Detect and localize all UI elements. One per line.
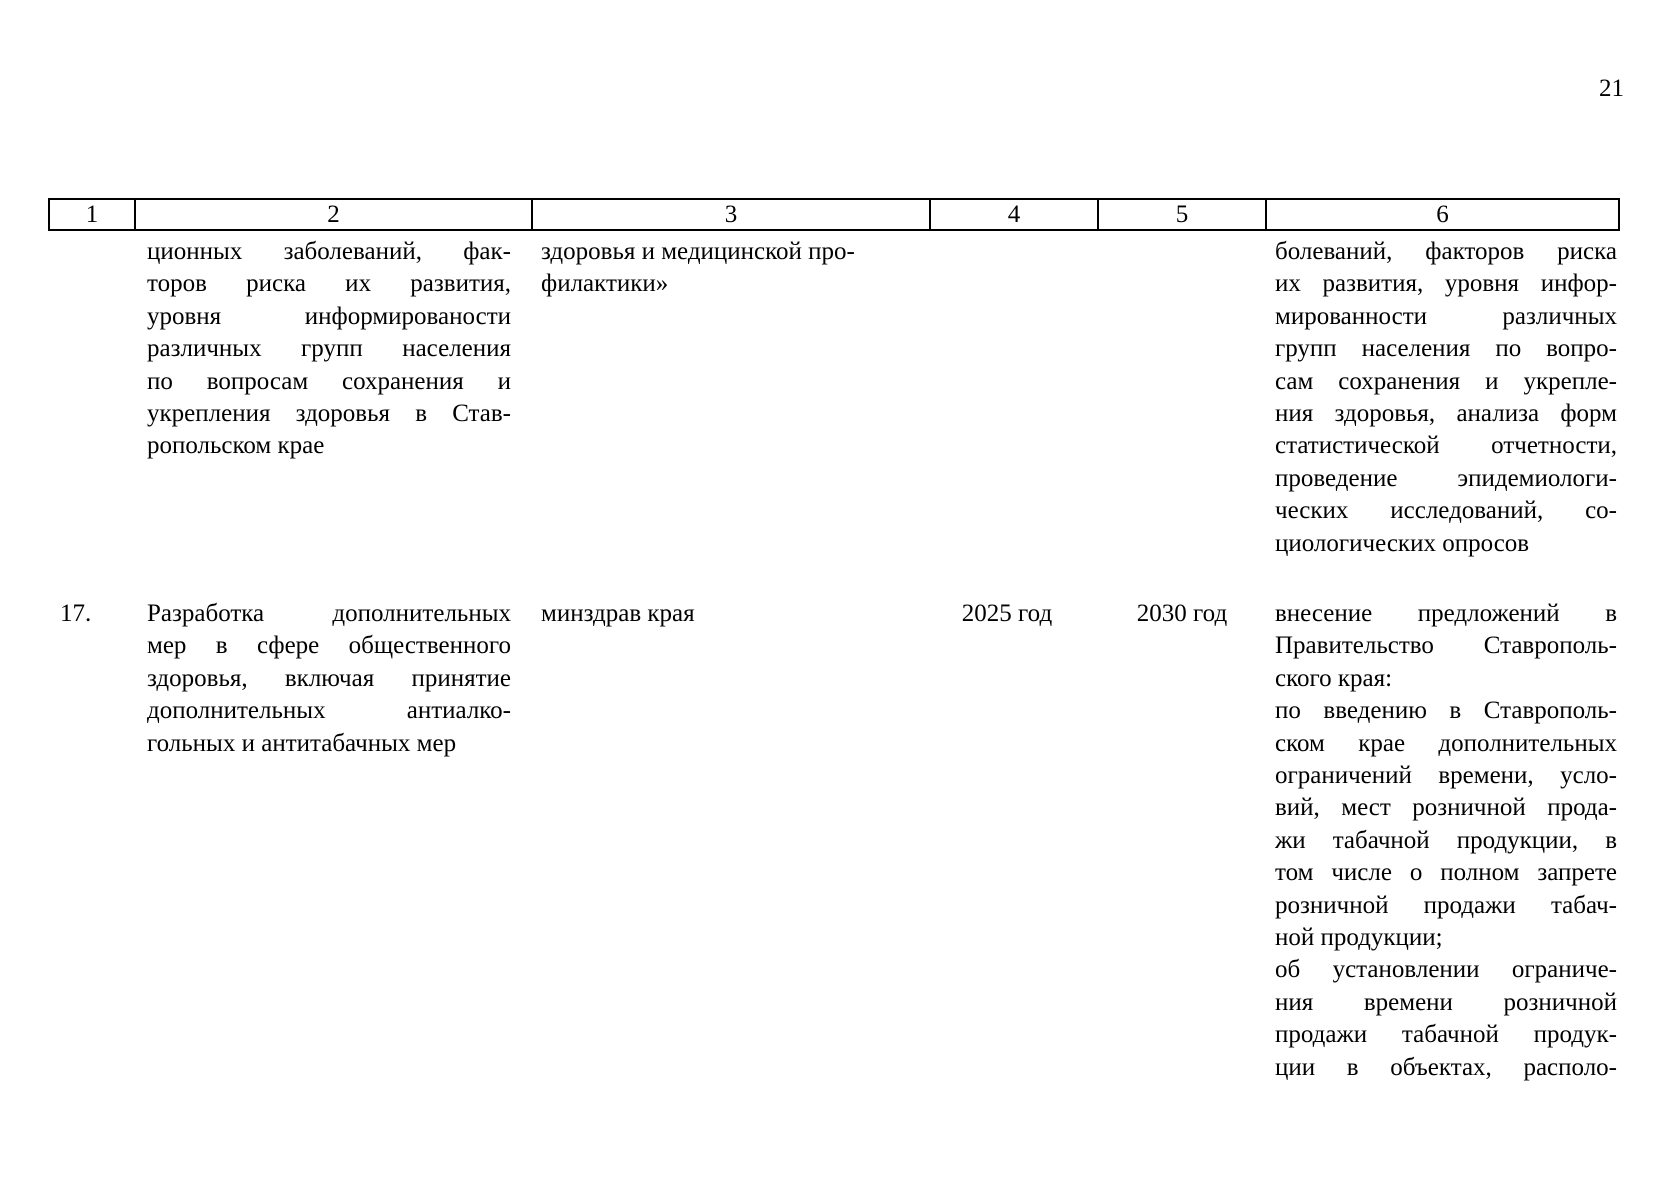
text-line: торов риска их развития, [147,270,511,298]
text-line: ния здоровья, анализа форм [1275,400,1617,428]
column-header-5: 5 [1099,200,1267,229]
row-17-start-year: 2025 год [961,600,1053,627]
text-line: групп населения по вопро- [1275,335,1617,363]
text-line: циологических опросов [1275,529,1530,557]
text-line: ции в объектах, располо- [1275,1053,1617,1081]
text-line: по введению в Ставрополь- [1275,697,1617,725]
text-line: гольных и антитабачных мер [147,729,457,757]
column-header-2: 2 [136,200,533,229]
text-line: статистической отчетности, [1275,432,1617,460]
row-17-col6 [1275,598,1617,1084]
row-17-col2 [147,598,511,760]
text-line: различных групп населения [147,335,511,363]
text-line: ционных заболеваний, фак- [147,238,511,265]
text-line: ского края: [1275,664,1393,692]
text-line: дополнительных антиалко- [147,697,511,725]
text-line: здоровья, включая принятие [147,664,511,692]
text-line: внесение предложений в [1275,600,1617,627]
text-line: ограничений времени, усло- [1275,762,1617,790]
column-header-3: 3 [533,200,931,229]
text-line: Правительство Ставрополь- [1275,632,1617,660]
table-header-row [48,198,1620,231]
text-line: сам сохранения и укрепле- [1275,367,1617,395]
page-number: 21 [1599,75,1624,102]
row-17-col5 [1101,598,1269,630]
text-line: мированности различных [1275,302,1617,330]
row-17-col4 [933,598,1101,630]
text-line: розничной продажи табач- [1275,891,1617,919]
column-header-4: 4 [931,200,1099,229]
text-line: уровня информированости [147,302,511,330]
cont-row-col3 [541,236,901,301]
cont-row-col2 [147,236,511,463]
text-line: проведение эпидемиологи- [1275,464,1617,492]
row-17-number: 17. [60,600,92,627]
text-line: по вопросам сохранения и [147,367,511,395]
row-17-col3: минздрав края [541,600,695,627]
text-line: том числе о полном запрете [1275,859,1617,887]
text-line: ния времени розничной [1275,988,1617,1016]
text-line: здоровья и медицинской про- [541,238,855,265]
text-line: ной продукции; [1275,924,1443,952]
text-line: продажи табачной продук- [1275,1021,1617,1049]
row-17-end-year: 2030 год [1136,600,1228,627]
text-line: жи табачной продукции, в [1275,826,1617,854]
text-line: ском крае дополнительных [1275,729,1617,757]
text-line: об установлении ограниче- [1275,956,1617,984]
text-line: их развития, уровня инфор- [1275,270,1617,298]
text-line: вий, мест розничной прода- [1275,794,1617,822]
text-line: ческих исследований, со- [1275,497,1617,525]
cont-row-col6 [1275,236,1617,560]
column-header-1: 1 [50,200,136,229]
text-line: Разработка дополнительных [147,600,511,627]
text-line: укрепления здоровья в Став- [147,400,511,428]
text-line: филактики» [541,270,669,298]
column-header-6: 6 [1436,201,1449,228]
text-line: ропольском крае [147,432,325,460]
text-line: мер в сфере общественного [147,632,511,660]
text-line: болеваний, факторов риска [1275,238,1617,265]
